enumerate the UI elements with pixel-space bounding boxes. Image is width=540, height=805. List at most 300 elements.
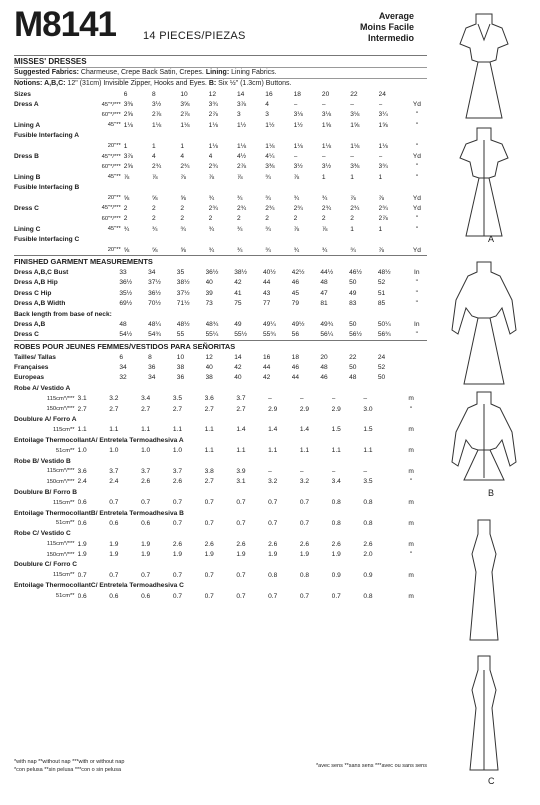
row-label xyxy=(14,193,87,203)
row-heading: Fusible Interfacing B xyxy=(14,184,80,192)
row-heading: Entoilage ThermocollantC/ Entretela Termoadhesiva C xyxy=(14,582,184,590)
dress-b-front-sketch xyxy=(452,262,516,384)
value-cell: 8 xyxy=(148,353,152,361)
value-cell: 1 xyxy=(123,142,128,150)
view-label-b: B xyxy=(488,488,495,498)
value-cell: 1.5 xyxy=(331,426,341,434)
value-cell: 1⅛ xyxy=(321,142,332,150)
value-cell: 2.6 xyxy=(363,540,373,548)
value-cell: 1.1 xyxy=(299,447,310,455)
measurement-row xyxy=(14,288,427,298)
fabric-width: 150cm*/*** xyxy=(46,406,75,413)
value-cell: 2.9 xyxy=(331,405,341,413)
yardage-row xyxy=(14,193,427,203)
value-cell: 1.1 xyxy=(172,426,182,434)
value-cell: ¾ xyxy=(265,173,271,181)
value-cell: 50 xyxy=(377,374,386,382)
value-cell: 0.7 xyxy=(236,592,246,600)
fabric-width: 45"*/*** xyxy=(101,205,121,212)
value-cell: 1.9 xyxy=(236,551,246,559)
footnote-fr: *avec sens **sans sens ***avec ou sans sens xyxy=(316,763,427,769)
value-cell: 2¾ xyxy=(152,163,162,171)
metric-table xyxy=(14,383,427,601)
row-heading: Robe B/ Vestido B xyxy=(14,457,71,465)
metric-row xyxy=(14,383,427,393)
row-heading: Robe A/ Vestido A xyxy=(14,384,71,392)
row-label xyxy=(14,162,87,172)
value-cell: 1⅛ xyxy=(236,142,247,150)
fabric-width: 60"*/*** xyxy=(101,163,121,170)
value-cell: 1.9 xyxy=(268,551,278,559)
value-cell: 1.9 xyxy=(109,551,119,559)
value-cell: 40 xyxy=(234,374,242,382)
view-label-a: A xyxy=(488,234,495,244)
row-label: Dress C xyxy=(14,204,39,212)
yardage-row xyxy=(14,141,427,151)
value-cell: 0.7 xyxy=(172,592,182,600)
row-heading: Doublure B/ Forro B xyxy=(14,488,78,496)
euro-size-row xyxy=(14,352,427,362)
value-cell: 0.8 xyxy=(331,499,341,507)
value-cell: 1.9 xyxy=(109,540,119,548)
measurements-title: FINISHED GARMENT MEASUREMENTS xyxy=(14,255,427,267)
value-cell: 36½ xyxy=(119,279,133,287)
value-cell: 41 xyxy=(234,289,242,297)
value-cell: 18 xyxy=(293,90,301,98)
value-cell: ⅞ xyxy=(123,173,130,181)
row-label: Europeas xyxy=(14,374,45,382)
value-cell: ⅞ xyxy=(350,194,356,202)
value-cell: 34 xyxy=(119,364,127,372)
pattern-info-sheet xyxy=(14,56,427,601)
euro-sizes-table xyxy=(14,352,427,383)
unit-cell: " xyxy=(409,551,413,559)
value-cell: 3.4 xyxy=(331,478,341,486)
value-cell: 1.0 xyxy=(109,447,119,455)
value-cell: 40 xyxy=(205,279,213,287)
metric-row xyxy=(14,456,427,466)
value-cell: 2¾ xyxy=(378,204,388,212)
value-cell: 12 xyxy=(205,353,213,361)
value-cell: 2⅝ xyxy=(123,111,133,119)
difficulty-label xyxy=(360,11,414,44)
notions: Notions: A,B,C: 12" (31cm) Invisible Zipper, Hooks and Eyes. B: Six ½" (1.3cm) Buttons. xyxy=(14,78,427,89)
value-cell: 1 xyxy=(350,173,354,181)
value-cell: 0.7 xyxy=(236,519,246,527)
value-cell: 3.7 xyxy=(109,467,119,475)
value-cell: ⅝ xyxy=(180,194,186,202)
value-cell: 3⅞ xyxy=(123,153,133,161)
value-cell: 1⅛ xyxy=(265,142,275,150)
value-cell: ¾ xyxy=(208,225,215,233)
metric-row xyxy=(14,466,427,476)
unit-cell xyxy=(407,373,427,383)
value-cell: 2¾ xyxy=(350,204,360,212)
metric-row xyxy=(14,394,427,404)
value-cell: 1.9 xyxy=(141,540,151,548)
value-cell: ⅞ xyxy=(293,173,300,181)
value-cell: 32 xyxy=(119,374,127,382)
value-cell: – xyxy=(378,153,383,161)
value-cell: 1 xyxy=(350,225,354,233)
value-cell: 24 xyxy=(378,90,386,98)
yardage-row xyxy=(14,172,427,182)
row-label xyxy=(14,425,46,435)
value-cell: 2 xyxy=(350,215,354,223)
value-cell: 1.4 xyxy=(299,426,310,434)
value-cell: 3⅜ xyxy=(265,163,275,171)
value-cell: 0.7 xyxy=(109,499,119,507)
value-cell: 4 xyxy=(265,101,269,109)
value-cell: 1.0 xyxy=(77,447,87,455)
value-cell: ¾ xyxy=(236,246,243,254)
metric-row xyxy=(14,435,427,445)
value-cell: 3.1 xyxy=(77,395,87,403)
section-title: MISSES' DRESSES xyxy=(14,57,87,66)
value-cell: – xyxy=(331,467,336,475)
value-cell: 2.6 xyxy=(268,540,278,548)
value-cell: 1⅝ xyxy=(350,121,360,129)
value-cell: 0.6 xyxy=(77,592,87,600)
value-cell: 36½ xyxy=(205,268,219,276)
value-cell: ¾ xyxy=(180,225,186,233)
metric-row xyxy=(14,446,427,456)
value-cell: 3.8 xyxy=(204,467,214,475)
row-label: Dress A,B,C Bust xyxy=(14,268,69,276)
yardage-table xyxy=(14,89,427,255)
yardage-row xyxy=(14,224,427,234)
value-cell: 0.6 xyxy=(109,519,119,527)
unit-cell: Yd xyxy=(412,153,421,161)
value-cell: 2.6 xyxy=(236,540,246,548)
value-cell: 0.7 xyxy=(141,499,151,507)
yardage-row xyxy=(14,131,427,141)
value-cell: 0.7 xyxy=(204,571,214,579)
value-cell: 42 xyxy=(262,374,271,382)
value-cell: 0.8 xyxy=(331,519,341,527)
row-label: Dress A xyxy=(14,101,39,109)
value-cell: ⅝ xyxy=(152,194,158,202)
value-cell: – xyxy=(363,467,368,475)
value-cell: 2.6 xyxy=(141,478,151,486)
value-cell: 2 xyxy=(180,204,185,212)
value-cell: 35½ xyxy=(119,289,133,297)
value-cell: 36½ xyxy=(148,289,161,297)
row-label: Dress A,B xyxy=(14,320,46,328)
value-cell: 1 xyxy=(378,225,383,233)
value-cell: 2.7 xyxy=(77,405,87,413)
value-cell: 1.4 xyxy=(236,426,246,434)
value-cell: 3.9 xyxy=(236,467,246,475)
fabric-width: 115cm*/*** xyxy=(46,468,75,475)
value-cell: ⅞ xyxy=(321,225,328,233)
measurement-row xyxy=(14,319,427,329)
value-cell: 0.7 xyxy=(268,519,278,527)
value-cell: 4¼ xyxy=(265,153,275,161)
value-cell: 14 xyxy=(236,90,245,98)
fabric-width: 51cm** xyxy=(55,593,75,600)
value-cell: 20 xyxy=(321,90,330,98)
row-label xyxy=(14,591,46,601)
value-cell: 51 xyxy=(377,289,386,297)
value-cell: 71½ xyxy=(176,300,190,308)
value-cell: 44½ xyxy=(320,268,334,276)
metric-row xyxy=(14,497,427,507)
value-cell: 1⅛ xyxy=(123,121,133,129)
value-cell: 2⅞ xyxy=(208,111,218,119)
value-cell: 1.1 xyxy=(236,447,246,455)
value-cell: 2 xyxy=(321,215,326,223)
fabric-width: 115cm*/*** xyxy=(46,395,75,402)
value-cell: ¾ xyxy=(152,225,158,233)
value-cell: ⅞ xyxy=(378,194,385,202)
value-cell: 38 xyxy=(176,364,185,372)
value-cell: 3⅜ xyxy=(123,101,133,109)
value-cell: ¾ xyxy=(350,246,356,254)
row-heading: Robe C/ Vestido C xyxy=(14,530,71,538)
value-cell: 3¼ xyxy=(378,111,388,119)
value-cell: 1⅝ xyxy=(378,121,388,129)
value-cell: 40 xyxy=(205,364,213,372)
value-cell: 3¾ xyxy=(208,101,218,109)
row-label xyxy=(14,549,46,559)
value-cell: 0.7 xyxy=(172,571,182,579)
yardage-row xyxy=(14,183,427,193)
value-cell: 10 xyxy=(176,353,185,361)
value-cell: 3.5 xyxy=(363,478,373,486)
value-cell: ¾ xyxy=(265,225,271,233)
value-cell: 8 xyxy=(152,90,156,98)
row-heading: Entoilage ThermocollantB/ Entretela Termoadhesiva B xyxy=(14,509,184,517)
metric-row xyxy=(14,425,427,435)
value-cell: 2.0 xyxy=(363,551,373,559)
value-cell: 2¾ xyxy=(236,204,247,212)
metric-row xyxy=(14,570,427,580)
unit-cell xyxy=(407,362,427,372)
value-cell: 35 xyxy=(176,268,185,276)
value-cell: 2¾ xyxy=(180,163,190,171)
value-cell: 46 xyxy=(291,364,299,372)
value-cell: 12 xyxy=(208,90,217,98)
value-cell: 0.8 xyxy=(363,519,373,527)
value-cell: 55½ xyxy=(234,331,248,339)
value-cell: 50 xyxy=(349,364,357,372)
unit-cell: m xyxy=(408,499,414,507)
value-cell: 42 xyxy=(234,364,242,372)
row-label: Françaises xyxy=(14,364,49,372)
unit-cell: m xyxy=(408,426,414,434)
value-cell: 2.7 xyxy=(172,405,182,413)
value-cell: 2¾ xyxy=(208,204,218,212)
value-cell: 2⅝ xyxy=(123,163,133,171)
value-cell: 2.9 xyxy=(268,405,278,413)
value-cell: 49 xyxy=(349,289,357,297)
value-cell: 2.6 xyxy=(172,540,182,548)
value-cell: – xyxy=(293,153,298,161)
value-cell: 0.7 xyxy=(109,571,119,579)
value-cell: – xyxy=(293,101,298,109)
value-cell: 1 xyxy=(378,173,383,181)
metric-row xyxy=(14,404,427,414)
value-cell: 2.7 xyxy=(141,405,151,413)
unit-cell xyxy=(407,352,427,362)
value-cell: 56¼ xyxy=(320,331,334,339)
measurement-row xyxy=(14,309,427,319)
value-cell: 1.1 xyxy=(141,426,151,434)
unit-cell: " xyxy=(415,142,419,150)
value-cell: 48¼ xyxy=(148,320,161,328)
fabric-width: 51cm** xyxy=(55,447,75,454)
value-cell: 3⅝ xyxy=(180,101,190,109)
value-cell: 0.7 xyxy=(204,499,214,507)
value-cell: ¾ xyxy=(321,194,328,202)
value-cell: 46½ xyxy=(349,268,362,276)
spanish-title: ROBES POUR JEUNES FEMMES/VESTIDOS PARA SEÑORITAS xyxy=(14,340,427,352)
value-cell: ¾ xyxy=(293,194,300,202)
value-cell: 81 xyxy=(320,300,328,308)
metric-row xyxy=(14,560,427,570)
value-cell: 0.6 xyxy=(77,499,87,507)
yardage-row xyxy=(14,89,427,99)
value-cell: 2.7 xyxy=(204,405,214,413)
value-cell: 20 xyxy=(320,353,328,361)
unit-cell: " xyxy=(415,300,418,308)
row-label: Lining B xyxy=(14,173,41,181)
value-cell: 34 xyxy=(148,374,156,382)
value-cell: 37½ xyxy=(176,289,190,297)
difficulty-en: Average xyxy=(378,11,414,21)
value-cell: 3.7 xyxy=(141,467,151,475)
value-cell: 3⅞ xyxy=(236,101,247,109)
value-cell: 79 xyxy=(291,300,299,308)
value-cell: 1⅝ xyxy=(321,121,332,129)
suggested-fabrics: Suggested Fabrics: Charmeuse, Crepe Back Satin, Crepes. Lining: Lining Fabrics. xyxy=(14,67,427,78)
footnote-en: *with nap **without nap ***with or without nap xyxy=(14,759,125,765)
value-cell: 56¾ xyxy=(377,331,391,339)
value-cell: 3.2 xyxy=(268,478,278,486)
value-cell: 49 xyxy=(234,320,242,328)
value-cell: 3.2 xyxy=(109,395,119,403)
value-cell: – xyxy=(321,153,326,161)
value-cell: – xyxy=(378,101,383,109)
value-cell: 0.6 xyxy=(141,592,151,600)
value-cell: 3⅛ xyxy=(321,111,332,119)
fabric-width: 51cm** xyxy=(55,520,75,527)
value-cell: 2⅞ xyxy=(152,111,162,119)
value-cell: 38 xyxy=(205,374,213,382)
value-cell: 1⅛ xyxy=(208,121,218,129)
value-cell: 1.1 xyxy=(268,447,278,455)
value-cell: 2 xyxy=(293,215,298,223)
value-cell: 33 xyxy=(119,268,127,276)
row-label: Lining C xyxy=(14,225,41,233)
value-cell: 1.9 xyxy=(77,551,87,559)
value-cell: 48 xyxy=(119,320,127,328)
value-cell: 0.7 xyxy=(331,592,341,600)
value-cell: 22 xyxy=(349,353,357,361)
unit-cell: Yd xyxy=(412,194,421,202)
value-cell: 3 xyxy=(236,111,241,119)
value-cell: 0.7 xyxy=(268,499,278,507)
dress-c-front-sketch xyxy=(470,520,498,640)
unit-cell: Yd xyxy=(412,246,421,254)
fabric-width: 45"** xyxy=(107,174,121,181)
value-cell: 1.5 xyxy=(363,426,373,434)
unit-cell: " xyxy=(409,478,413,486)
value-cell: 2.4 xyxy=(109,478,119,486)
value-cell: 3.4 xyxy=(141,395,151,403)
value-cell: 14 xyxy=(234,353,242,361)
value-cell: – xyxy=(299,395,304,403)
value-cell: 2.6 xyxy=(331,540,341,548)
unit-cell: m xyxy=(408,571,414,579)
row-label xyxy=(14,446,46,456)
unit-cell: m xyxy=(408,540,414,548)
value-cell: 0.8 xyxy=(268,571,278,579)
value-cell: 75 xyxy=(234,300,242,308)
value-cell: 56 xyxy=(291,331,299,339)
value-cell: 2 xyxy=(236,215,241,223)
value-cell: ⅞ xyxy=(152,173,158,181)
value-cell: 1.9 xyxy=(172,551,182,559)
value-cell: 55¾ xyxy=(262,331,276,339)
yardage-row xyxy=(14,214,427,224)
value-cell: 2.4 xyxy=(77,478,87,486)
metric-row xyxy=(14,539,427,549)
value-cell: 3.7 xyxy=(172,467,182,475)
value-cell: 47 xyxy=(320,289,328,297)
difficulty-es: Intermedio xyxy=(367,33,414,43)
value-cell: 3½ xyxy=(293,163,303,171)
row-label: Dress A,B Hip xyxy=(14,279,58,287)
value-cell: ⅝ xyxy=(152,246,158,254)
footnotes xyxy=(14,758,427,774)
row-label xyxy=(14,404,46,414)
value-cell: ¾ xyxy=(236,194,243,202)
value-cell: 55¼ xyxy=(205,331,219,339)
fabric-width: 20"** xyxy=(107,195,121,202)
value-cell: ⅞ xyxy=(378,246,385,254)
metric-row xyxy=(14,529,427,539)
fabric-width: 115cm*/*** xyxy=(46,541,75,548)
value-cell: 1.0 xyxy=(141,447,151,455)
row-label xyxy=(14,466,46,476)
yardage-row xyxy=(14,120,427,130)
row-label xyxy=(14,477,46,487)
unit-cell: In xyxy=(414,320,420,328)
value-cell: 1.1 xyxy=(77,426,87,434)
value-cell: 22 xyxy=(350,90,358,98)
fabric-width: 45"** xyxy=(107,122,121,129)
dress-a-front-sketch xyxy=(460,14,508,118)
yardage-row xyxy=(14,203,427,213)
value-cell: 0.9 xyxy=(363,571,373,579)
fabric-width: 45"** xyxy=(107,226,121,233)
value-cell: ¾ xyxy=(208,194,215,202)
value-cell: 1⅛ xyxy=(378,142,388,150)
value-cell: 70½ xyxy=(148,300,161,308)
unit-cell: " xyxy=(415,331,418,339)
value-cell: 48 xyxy=(320,364,328,372)
value-cell: 3.6 xyxy=(77,467,87,475)
value-cell: ¾ xyxy=(123,225,130,233)
value-cell: ⅞ xyxy=(293,225,300,233)
dress-b-back-sketch xyxy=(452,392,516,480)
value-cell: 4½ xyxy=(236,153,247,161)
value-cell: 50¼ xyxy=(377,320,391,328)
value-cell: 1⅛ xyxy=(350,142,360,150)
metric-row xyxy=(14,508,427,518)
